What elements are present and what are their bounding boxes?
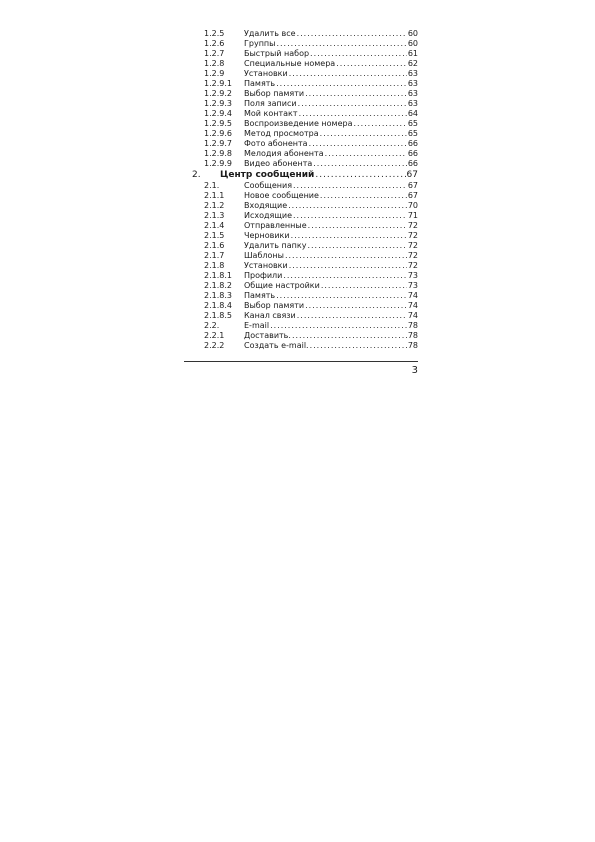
toc-entry-page: 65 <box>407 119 418 128</box>
toc-entry-line <box>244 159 418 169</box>
toc-entry-page: 72 <box>407 251 418 260</box>
toc-entry-line <box>244 89 418 99</box>
toc-entry-number: 2.1.8.1 <box>204 271 232 280</box>
toc-dot-leader <box>299 109 407 119</box>
toc-dot-leader <box>276 291 407 301</box>
toc-entry-number: 1.2.9.4 <box>204 109 232 118</box>
toc-entry[interactable] <box>192 49 418 59</box>
toc-entry-number: 2.2.2 <box>204 341 225 350</box>
toc-entry-line <box>244 49 418 59</box>
toc-entry-title: Шаблоны <box>244 251 284 260</box>
toc-dot-leader <box>293 181 407 191</box>
toc-entry-title: Доставить. <box>244 331 291 340</box>
toc-entry-page: 72 <box>407 261 418 270</box>
toc-entry-line <box>244 311 418 321</box>
toc-entry[interactable] <box>192 129 418 139</box>
toc-entry[interactable] <box>192 341 418 351</box>
footer-divider <box>184 361 418 362</box>
toc-dot-leader <box>283 271 406 281</box>
toc-entry[interactable] <box>192 191 418 201</box>
toc-entry-line <box>220 169 418 181</box>
toc-entry-number: 1.2.9.2 <box>204 89 232 98</box>
toc-entry-page: 73 <box>407 281 418 290</box>
toc-entry-title: Специальные номера <box>244 59 336 68</box>
toc-entry-line <box>244 301 418 311</box>
toc-entry-number: 2. <box>192 170 201 180</box>
toc-entry-number: 1.2.9.6 <box>204 129 232 138</box>
toc-entry-number: 2.2. <box>204 321 220 330</box>
toc-dot-leader <box>320 191 407 201</box>
toc-entry-title: Входящие <box>244 201 288 210</box>
toc-entry-page: 62 <box>407 59 418 68</box>
toc-entry-number: 1.2.5 <box>204 29 225 38</box>
toc-entry[interactable] <box>192 201 418 211</box>
toc-entry-title: Воспроизведение номера <box>244 119 353 128</box>
toc-entry-title: Видео абонента <box>244 159 313 168</box>
toc-entry-title: Черновики <box>244 231 290 240</box>
toc-entry-line <box>244 79 418 89</box>
toc-entry-line <box>244 331 418 341</box>
toc-dot-leader <box>313 159 407 169</box>
toc-entry-number: 2.1.8.4 <box>204 301 232 310</box>
toc-entry-title: Выбор памяти <box>244 89 305 98</box>
toc-entry-number: 2.2.1 <box>204 331 225 340</box>
toc-entry-number: 2.1.8.2 <box>204 281 232 290</box>
toc-entry-number: 2.1.5 <box>204 231 225 240</box>
toc-entry-page: 74 <box>407 291 418 300</box>
toc-entry-page: 61 <box>407 49 418 58</box>
toc-entry-title: E-mail <box>244 321 270 330</box>
toc-entry[interactable] <box>192 139 418 149</box>
toc-dot-leader <box>276 39 406 49</box>
toc-entry-line <box>244 129 418 139</box>
toc-entry-page: 64 <box>407 109 418 118</box>
toc-entry[interactable] <box>192 109 418 119</box>
toc-dot-leader <box>297 29 407 39</box>
toc-dot-leader <box>297 311 407 321</box>
toc-entry-title: Группы <box>244 39 276 48</box>
toc-entry-line <box>244 261 418 271</box>
toc-entry[interactable] <box>192 221 418 231</box>
toc-entry-line <box>244 281 418 291</box>
toc-entry-page: 60 <box>407 39 418 48</box>
toc-dot-leader <box>276 79 407 89</box>
toc-entry[interactable] <box>192 331 418 341</box>
toc-entry-page: 60 <box>407 29 418 38</box>
toc-entry[interactable] <box>192 261 418 271</box>
toc-dot-leader <box>325 149 407 159</box>
toc-entry-page: 73 <box>407 271 418 280</box>
toc-entry-number: 1.2.9.1 <box>204 79 232 88</box>
toc-entry-title: Установки <box>244 69 288 78</box>
toc-entry-number: 1.2.9.9 <box>204 159 232 168</box>
toc-entry-title: Метод просмотра <box>244 129 319 138</box>
toc-dot-leader <box>307 241 406 251</box>
toc-entry-page: 66 <box>407 149 418 158</box>
toc-entry-line <box>244 211 418 221</box>
toc-dot-leader <box>320 129 407 139</box>
toc-entry-title: Мой контакт <box>244 109 298 118</box>
toc-dot-leader <box>289 69 407 79</box>
toc-entry[interactable] <box>192 281 418 291</box>
toc-entry-title: Создать e-mail. <box>244 341 309 350</box>
toc-entry-page: 72 <box>407 231 418 240</box>
toc-entry-number: 1.2.9 <box>204 69 225 78</box>
toc-entry-title: Мелодия абонента <box>244 149 324 158</box>
toc-entry-line <box>244 109 418 119</box>
toc-entry-title: Установки <box>244 261 288 270</box>
toc-dot-leader <box>305 301 407 311</box>
toc-entry-title: Исходящие <box>244 211 293 220</box>
toc-dot-leader <box>288 201 407 211</box>
toc-dot-leader <box>289 261 407 271</box>
toc-entry-title: Удалить все <box>244 29 296 38</box>
toc-entry-title: Память <box>244 79 276 88</box>
toc-entry[interactable] <box>192 231 418 241</box>
toc-entry-number: 2.1.1 <box>204 191 225 200</box>
toc-entry-number: 1.2.6 <box>204 39 225 48</box>
toc-entry-page: 67 <box>406 170 418 180</box>
toc-entry-title: Сообщения <box>244 181 293 190</box>
toc-entry[interactable] <box>192 251 418 261</box>
toc-entry[interactable] <box>192 211 418 221</box>
toc-dot-leader <box>292 331 407 341</box>
toc-entry-page: 67 <box>407 191 418 200</box>
toc-dot-leader <box>305 89 407 99</box>
toc-entry-number: 2.1.4 <box>204 221 225 230</box>
toc-dot-leader <box>315 169 405 181</box>
toc-dot-leader <box>298 99 407 109</box>
toc-entry-number: 2.1.2 <box>204 201 225 210</box>
toc-entry[interactable] <box>192 321 418 331</box>
toc-entry-number: 1.2.9.5 <box>204 119 232 128</box>
toc-entry-line <box>244 29 418 39</box>
toc-entry[interactable] <box>192 241 418 251</box>
toc-entry-page: 63 <box>407 79 418 88</box>
toc-entry[interactable] <box>192 119 418 129</box>
table-of-contents <box>192 29 418 351</box>
toc-entry-line <box>244 59 418 69</box>
toc-entry-title: Новое сообщение <box>244 191 319 200</box>
toc-entry-line <box>244 149 418 159</box>
toc-entry[interactable] <box>192 69 418 79</box>
toc-entry-page: 71 <box>407 211 418 220</box>
toc-entry-line <box>244 271 418 281</box>
toc-dot-leader <box>291 231 407 241</box>
toc-dot-leader <box>285 251 407 261</box>
toc-entry-line <box>244 201 418 211</box>
toc-entry[interactable] <box>192 311 418 321</box>
toc-entry-page: 67 <box>407 181 418 190</box>
toc-chapter-entry[interactable] <box>192 169 418 181</box>
toc-entry-title: Канал связи <box>244 311 296 320</box>
toc-entry-page: 72 <box>407 221 418 230</box>
toc-entry-line <box>244 221 418 231</box>
toc-entry-page: 78 <box>407 331 418 340</box>
toc-entry-number: 1.2.8 <box>204 59 225 68</box>
toc-entry[interactable] <box>192 59 418 69</box>
toc-entry-page: 63 <box>407 69 418 78</box>
toc-entry-title: Поля записи <box>244 99 297 108</box>
toc-entry[interactable] <box>192 149 418 159</box>
toc-entry[interactable] <box>192 39 418 49</box>
toc-entry-line <box>244 321 418 331</box>
toc-entry-page: 72 <box>407 241 418 250</box>
toc-entry[interactable] <box>192 181 418 191</box>
toc-entry[interactable] <box>192 159 418 169</box>
toc-entry-line <box>244 191 418 201</box>
toc-entry[interactable] <box>192 301 418 311</box>
toc-entry-title: Общие настройки <box>244 281 320 290</box>
toc-entry-page: 63 <box>407 89 418 98</box>
toc-entry-line <box>244 99 418 109</box>
toc-entry-line <box>244 231 418 241</box>
toc-entry-number: 1.2.7 <box>204 49 225 58</box>
toc-entry-number: 2.1.8.5 <box>204 311 232 320</box>
toc-entry-line <box>244 139 418 149</box>
toc-dot-leader <box>309 139 407 149</box>
toc-entry-page: 66 <box>407 139 418 148</box>
toc-entry-number: 2.1. <box>204 181 220 190</box>
toc-entry-page: 70 <box>407 201 418 210</box>
toc-entry-title: Выбор памяти <box>244 301 305 310</box>
toc-dot-leader <box>293 211 407 221</box>
toc-entry-number: 1.2.9.8 <box>204 149 232 158</box>
toc-entry-number: 2.1.3 <box>204 211 225 220</box>
toc-entry-page: 63 <box>407 99 418 108</box>
toc-entry[interactable] <box>192 29 418 39</box>
toc-entry[interactable] <box>192 291 418 301</box>
toc-entry-title: Фото абонента <box>244 139 308 148</box>
toc-dot-leader <box>310 341 407 351</box>
toc-dot-leader <box>308 221 407 231</box>
toc-entry-number: 1.2.9.3 <box>204 99 232 108</box>
toc-entry-number: 1.2.9.7 <box>204 139 232 148</box>
toc-dot-leader <box>321 281 407 291</box>
toc-entry[interactable] <box>192 89 418 99</box>
toc-entry-title: Профили <box>244 271 283 280</box>
toc-entry-page: 78 <box>407 341 418 350</box>
toc-entry-line <box>244 181 418 191</box>
toc-dot-leader <box>353 119 406 129</box>
page-number: 3 <box>411 365 418 376</box>
toc-entry-line <box>244 241 418 251</box>
toc-entry-line <box>244 69 418 79</box>
toc-dot-leader <box>336 59 407 69</box>
toc-dot-leader <box>310 49 407 59</box>
toc-entry[interactable] <box>192 271 418 281</box>
toc-entry-page: 74 <box>407 301 418 310</box>
toc-entry-title: Удалить папку <box>244 241 307 250</box>
toc-entry-title: Центр сообщений <box>220 170 315 180</box>
toc-entry-number: 2.1.8 <box>204 261 225 270</box>
toc-entry-title: Память <box>244 291 276 300</box>
toc-entry-page: 78 <box>407 321 418 330</box>
toc-entry-number: 2.1.7 <box>204 251 225 260</box>
toc-entry-line <box>244 251 418 261</box>
toc-entry-page: 74 <box>407 311 418 320</box>
toc-entry[interactable] <box>192 99 418 109</box>
toc-entry-line <box>244 341 418 351</box>
toc-entry-number: 2.1.8.3 <box>204 291 232 300</box>
toc-entry-line <box>244 291 418 301</box>
toc-entry-page: 65 <box>407 129 418 138</box>
toc-entry-line <box>244 39 418 49</box>
toc-entry-title: Быстрый набор <box>244 49 310 58</box>
toc-entry-number: 2.1.6 <box>204 241 225 250</box>
toc-entry-line <box>244 119 418 129</box>
toc-entry-title: Отправленные <box>244 221 307 230</box>
toc-entry[interactable] <box>192 79 418 89</box>
toc-dot-leader <box>270 321 407 331</box>
toc-entry-page: 66 <box>407 159 418 168</box>
